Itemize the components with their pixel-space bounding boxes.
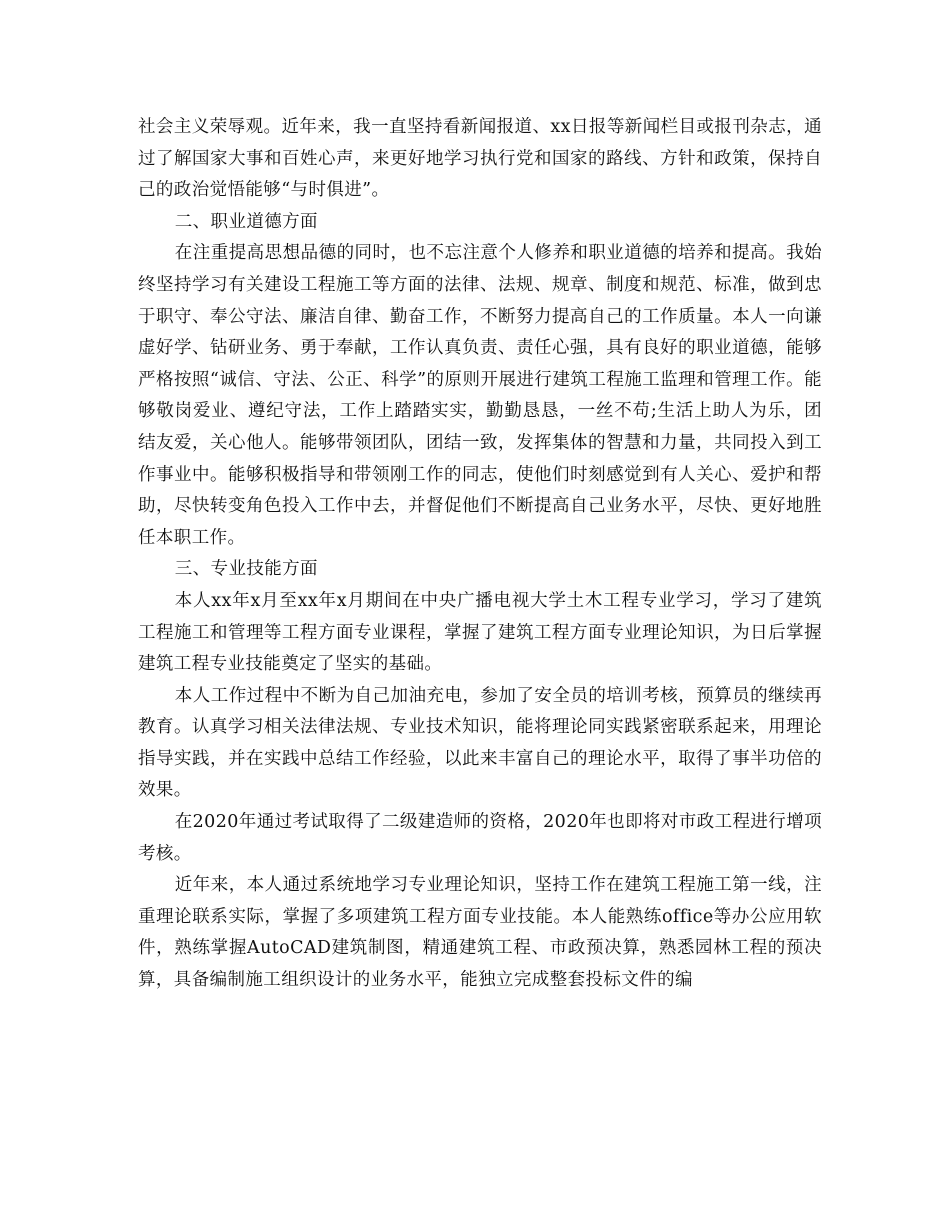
section-heading-professional-skills: 三、专业技能方面: [174, 559, 318, 580]
paragraph-training: 本人工作过程中不断为自己加油充电，参加了安全员的培训考核，预算员的继续再教育。认真学习相关法律法规、专业技术知识，能将理论同实践紧密联系起来，用理论指导实践，并在实践中总结工作经验，以此来丰富自己的理论水平，取得了事半功倍的效果。: [138, 685, 822, 801]
paragraph-skills: 近年来，本人通过系统地学习专业理论知识，坚持工作在建筑工程施工第一线，注重理论联系实际，掌握了多项建筑工程方面专业技能。本人能熟练office等办公应用软件，熟练掌握AutoCAD建筑制图，精通建筑工程、市政预决算，熟悉园林工程的预决算，具备编制施工组织设计的业务水平，能独立完成整套投标文件的编: [138, 875, 822, 991]
paragraph-intro: 社会主义荣辱观。近年来，我一直坚持看新闻报道、xx日报等新闻栏目或报刊杂志，通过了解国家大事和百姓心声，来更好地学习执行党和国家的路线、方针和政策，保持自己的政治觉悟能够“与时俱进”。: [138, 117, 822, 201]
document-body: [138, 112, 822, 997]
section-heading-professional-ethics: 二、职业道德方面: [174, 211, 318, 232]
paragraph-certification: 在2020年通过考试取得了二级建造师的资格，2020年也即将对市政工程进行增项考核。: [138, 812, 822, 864]
paragraph-education: 本人xx年x月至xx年x月期间在中央广播电视大学土木工程专业学习，学习了建筑工程施工和管理等工程方面专业课程，掌握了建筑工程方面专业理论知识，为日后掌握建筑工程专业技能奠定了坚实的基础。: [138, 590, 822, 675]
paragraph-professional-ethics: 在注重提高思想品德的同时，也不忘注意个人修养和职业道德的培养和提高。我始终坚持学习有关建设工程施工等方面的法律、法规、规章、制度和规范、标准，做到忠于职守、奉公守法、廉洁自律、勤奋工作，不断努力提高自己的工作质量。本人一向谦虚好学、钻研业务、勇于奉献，工作认真负责、责任心强，具有良好的职业道德，能够严格按照“诚信、守法、公正、科学”的原则开展进行建筑工程施工监理和管理工作。能够敬岗爱业、遵纪守法，工作上踏踏实实，勤勤恳恳，一丝不苟;生活上助人为乐，团结友爱，关心他人。能够带领团队，团结一致，发挥集体的智慧和力量，共同投入到工作事业中。能够积极指导和带领刚工作的同志，使他们时刻感觉到有人关心、爱护和帮助，尽快转变角色投入工作中去，并督促他们不断提高自己业务水平，尽快、更好地胜任本职工作。: [138, 243, 822, 548]
